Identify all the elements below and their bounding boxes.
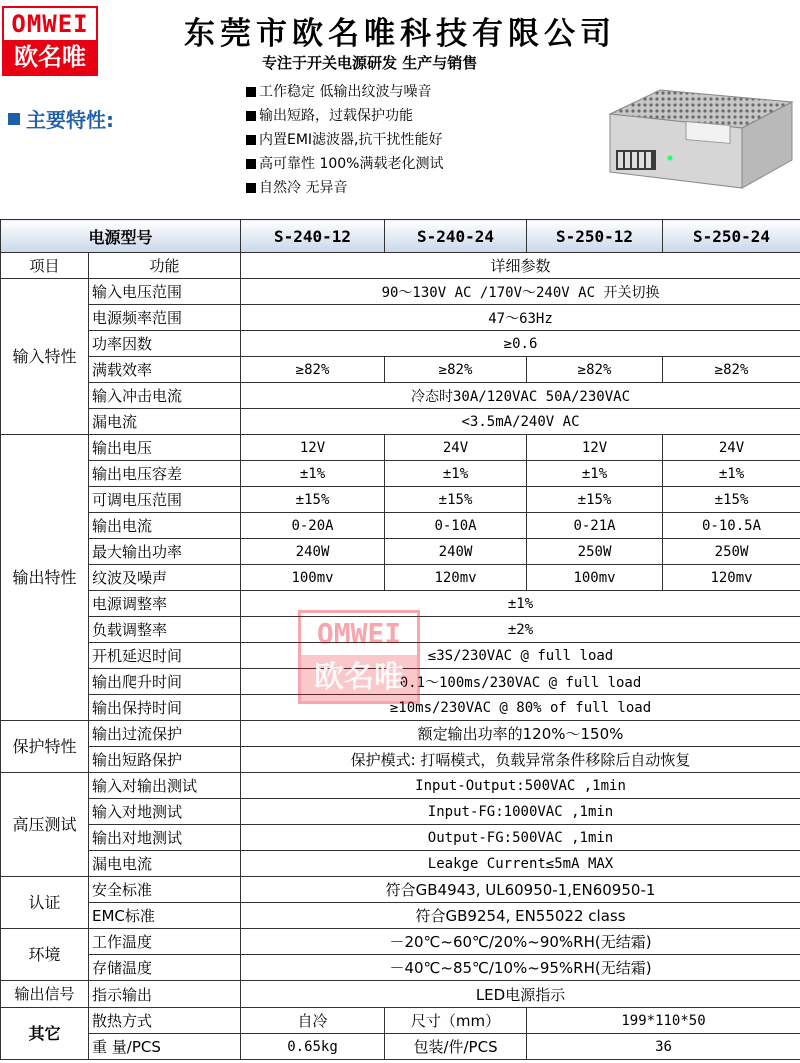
row-value: ≥10ms/230VAC @ 80% of full load [241, 695, 800, 721]
company-name: 东莞市欧名唯科技有限公司 [184, 16, 616, 52]
row-value: 符合GB4943, UL60950-1,EN60950-1 [241, 877, 800, 903]
row-label: 散热方式 [89, 1008, 241, 1034]
row-value: ≥82% [663, 357, 800, 383]
table-row [1, 747, 800, 773]
table-row [1, 877, 800, 903]
feature-list [246, 80, 443, 200]
feature-item: 自然冷 无异音 [246, 176, 443, 200]
row-value: Output-FG:500VAC ,1min [241, 825, 800, 851]
row-label: 重 量/PCS [89, 1034, 241, 1060]
row-value: 36 [527, 1034, 800, 1060]
table-header-row [1, 220, 800, 253]
row-label: 纹波及噪声 [89, 565, 241, 591]
row-value: 0-10A [385, 513, 527, 539]
model-label: 电源型号 [1, 220, 241, 253]
table-row [1, 773, 800, 799]
row-value: 24V [385, 435, 527, 461]
table-row [1, 357, 800, 383]
group-signal: 输出信号 [1, 981, 89, 1008]
table-row [1, 955, 800, 981]
row-value: 250W [663, 539, 800, 565]
group-other: 其它 [1, 1008, 89, 1060]
model-cell: S-250-24 [663, 220, 800, 253]
bullet-icon [246, 135, 256, 145]
row-label: 指示输出 [89, 981, 241, 1008]
col-detail-header: 详细参数 [241, 253, 800, 279]
row-value: LED电源指示 [241, 981, 800, 1008]
table-row [1, 565, 800, 591]
table-row [1, 383, 800, 409]
table-row [1, 617, 800, 643]
row-value: Input-FG:1000VAC ,1min [241, 799, 800, 825]
table-row [1, 461, 800, 487]
row-label: 输出过流保护 [89, 721, 241, 747]
row-label: 安全标准 [89, 877, 241, 903]
row-value: 90～130V AC /170V～240V AC 开关切换 [241, 279, 800, 305]
table-row [1, 279, 800, 305]
row-value: ±15% [663, 487, 800, 513]
row-value: ±15% [385, 487, 527, 513]
row-value: 120mv [663, 565, 800, 591]
group-cert: 认证 [1, 877, 89, 929]
row-value: 12V [241, 435, 385, 461]
watermark-text-top: OMWEI [316, 617, 402, 650]
group-hipot: 高压测试 [1, 773, 89, 877]
row-label: 输出爬升时间 [89, 669, 241, 695]
table-row [1, 929, 800, 955]
row-value: 199*110*50 [527, 1008, 800, 1034]
row-value: 符合GB9254, EN55022 class [241, 903, 800, 929]
row-label: 输出电流 [89, 513, 241, 539]
row-value: ±1% [241, 591, 800, 617]
row-label: 存储温度 [89, 955, 241, 981]
bullet-icon [246, 183, 256, 193]
row-value: 冷态时30A/120VAC 50A/230VAC [241, 383, 800, 409]
model-cell: S-240-24 [385, 220, 527, 253]
table-row [1, 851, 800, 877]
table-row [1, 539, 800, 565]
row-value: ≥0.6 [241, 331, 800, 357]
row-value: ±15% [527, 487, 663, 513]
row-value: ±1% [663, 461, 800, 487]
row-value: 自冷 [241, 1008, 385, 1034]
row-value: <3.5mA/240V AC [241, 409, 800, 435]
row-value: 0.1～100ms/230VAC @ full load [241, 669, 800, 695]
feature-item: 内置EMI滤波器,抗干扰性能好 [246, 128, 443, 152]
feature-item: 工作稳定 低输出纹波与噪音 [246, 80, 443, 104]
row-label: 可调电压范围 [89, 487, 241, 513]
row-value: ≥82% [241, 357, 385, 383]
features-heading [8, 104, 114, 133]
row-label: 输出对地测试 [89, 825, 241, 851]
row-value: 47～63Hz [241, 305, 800, 331]
row-label: 输出短路保护 [89, 747, 241, 773]
row-value: 0-21A [527, 513, 663, 539]
row-label: 电源调整率 [89, 591, 241, 617]
model-cell: S-240-12 [241, 220, 385, 253]
table-row [1, 825, 800, 851]
table-row [1, 591, 800, 617]
row-label: 开机延迟时间 [89, 643, 241, 669]
row-value: Leakge Current≤5mA MAX [241, 851, 800, 877]
row-label: 最大输出功率 [89, 539, 241, 565]
row-value: ±1% [385, 461, 527, 487]
row-label: 漏电流 [89, 409, 241, 435]
row-value: 100mv [241, 565, 385, 591]
table-row [1, 331, 800, 357]
row-label: 输入对地测试 [89, 799, 241, 825]
col-function-header: 功能 [89, 253, 241, 279]
row-value: 240W [385, 539, 527, 565]
row-value: 保护模式: 打嗝模式，负载异常条件移除后自动恢复 [241, 747, 800, 773]
row-label: 满载效率 [89, 357, 241, 383]
bullet-icon [246, 87, 256, 97]
row-value: ≥82% [527, 357, 663, 383]
slogan: 专注于开关电源研发 生产与销售 [262, 54, 478, 72]
row-value: ±2% [241, 617, 800, 643]
row-value: ≤3S/230VAC @ full load [241, 643, 800, 669]
table-row [1, 799, 800, 825]
bullet-icon [246, 159, 256, 169]
table-row [1, 669, 800, 695]
row-label: 输入电压范围 [89, 279, 241, 305]
table-row [1, 903, 800, 929]
row-label: 负载调整率 [89, 617, 241, 643]
row-label: 电源频率范围 [89, 305, 241, 331]
table-row [1, 409, 800, 435]
row-value: ±1% [527, 461, 663, 487]
row-label: 输出保持时间 [89, 695, 241, 721]
table-row [1, 721, 800, 747]
row-label: 包装/件/PCS [385, 1034, 527, 1060]
spec-table [0, 219, 800, 1060]
row-label: 输入冲击电流 [89, 383, 241, 409]
features-heading-text: 主要特性: [26, 108, 114, 132]
row-label: 漏电电流 [89, 851, 241, 877]
row-value: 24V [663, 435, 800, 461]
power-supply-image [600, 84, 796, 196]
group-env: 环境 [1, 929, 89, 981]
model-cell: S-250-12 [527, 220, 663, 253]
row-value: ±1% [241, 461, 385, 487]
table-row [1, 513, 800, 539]
row-value: 额定输出功率的120%～150% [241, 721, 800, 747]
row-label: EMC标准 [89, 903, 241, 929]
table-row [1, 1008, 800, 1034]
logo-text-top: OMWEI [4, 8, 96, 40]
logo-text-bottom: 欧名唯 [4, 40, 96, 74]
group-input: 输入特性 [1, 279, 89, 435]
row-value: Input-Output:500VAC ,1min [241, 773, 800, 799]
row-label: 尺寸（mm） [385, 1008, 527, 1034]
table-row [1, 435, 800, 461]
table-row [1, 1034, 800, 1060]
row-value: ≥82% [385, 357, 527, 383]
row-value: 0.65kg [241, 1034, 385, 1060]
row-value: ±15% [241, 487, 385, 513]
bullet-icon [246, 111, 256, 121]
feature-item: 输出短路，过载保护功能 [246, 104, 443, 128]
heading-square-icon [8, 113, 20, 125]
row-label: 输入对输出测试 [89, 773, 241, 799]
table-row [1, 487, 800, 513]
row-value: 12V [527, 435, 663, 461]
table-row [1, 695, 800, 721]
row-label: 输出电压 [89, 435, 241, 461]
company-logo [2, 6, 98, 76]
row-value: 120mv [385, 565, 527, 591]
row-value: 0-10.5A [663, 513, 800, 539]
row-label: 工作温度 [89, 929, 241, 955]
feature-item: 高可靠性 100%满载老化测试 [246, 152, 443, 176]
row-value: －20℃~60℃/20%~90%RH(无结霜) [241, 929, 800, 955]
table-row [1, 305, 800, 331]
row-label: 功率因数 [89, 331, 241, 357]
row-value: 240W [241, 539, 385, 565]
row-label: 输出电压容差 [89, 461, 241, 487]
row-value: 0-20A [241, 513, 385, 539]
group-output: 输出特性 [1, 435, 89, 721]
table-row [1, 643, 800, 669]
table-row [1, 253, 800, 279]
row-value: 100mv [527, 565, 663, 591]
group-protection: 保护特性 [1, 721, 89, 773]
col-item-header: 项目 [1, 253, 89, 279]
row-value: －40℃~85℃/10%~95%RH(无结霜) [241, 955, 800, 981]
row-value: 250W [527, 539, 663, 565]
table-row [1, 981, 800, 1008]
watermark-text-bottom: 欧名唯 [301, 655, 417, 701]
